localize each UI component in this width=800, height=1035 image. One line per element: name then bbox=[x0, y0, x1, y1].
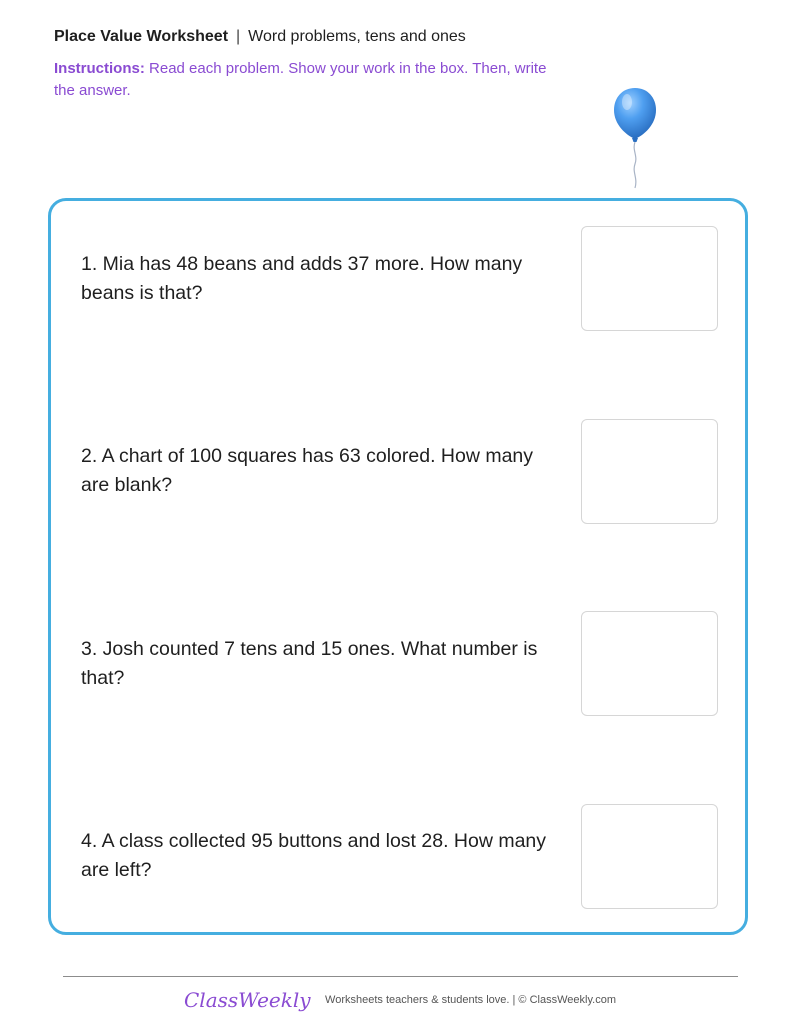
answer-box-3[interactable] bbox=[581, 611, 718, 716]
instructions-text: Read each problem. Show your work in the box. Then, write the answer. bbox=[54, 60, 547, 99]
answer-box-1[interactable] bbox=[581, 226, 718, 331]
problem-3: 3. Josh counted 7 tens and 15 ones. What number is that? bbox=[81, 638, 538, 689]
answer-box-2[interactable] bbox=[581, 419, 718, 524]
instructions-label: Instructions: bbox=[54, 60, 145, 77]
instructions bbox=[54, 58, 554, 102]
answer-box-4[interactable] bbox=[581, 804, 718, 909]
problem-2: 2. A chart of 100 squares has 63 colored. How many are blank? bbox=[81, 445, 534, 496]
footer-tagline: Worksheets teachers & students love. | © ClassWeekly.com bbox=[325, 994, 616, 1006]
worksheet-title: Place Value Worksheet bbox=[54, 28, 229, 45]
footer bbox=[0, 988, 800, 1012]
problem-4: 4. A class collected 95 buttons and lost 28. How many are left? bbox=[81, 830, 547, 881]
footer-divider bbox=[63, 976, 738, 977]
balloon-icon bbox=[610, 84, 660, 192]
problem-1: 1. Mia has 48 beans and adds 37 more. How many beans is that? bbox=[81, 253, 523, 304]
worksheet-subtitle: Word problems, tens and ones bbox=[248, 28, 466, 45]
worksheet-header bbox=[54, 26, 614, 48]
brand-logo: ClassWeekly bbox=[184, 988, 311, 1012]
header-separator: | bbox=[236, 28, 241, 45]
